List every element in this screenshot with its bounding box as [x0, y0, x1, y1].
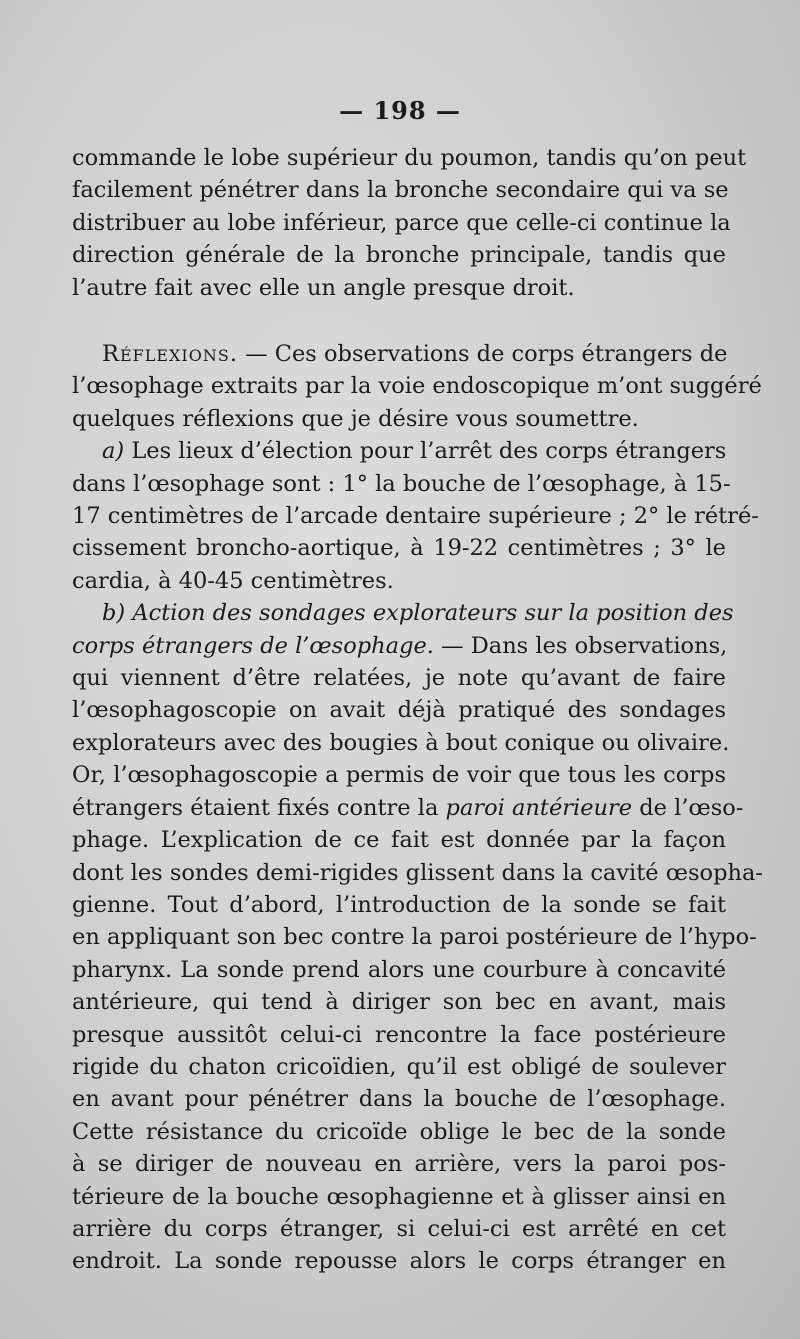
- text-line: facilement pénétrer dans la bronche secondaire qui va se: [72, 177, 729, 204]
- text-line: Or, l’œsophagoscopie a permis de voir que tous les corps: [72, 762, 726, 789]
- text-fragment: — Dans les observations,: [433, 632, 728, 659]
- text-line: cardia, à 40-45 centimètres.: [72, 567, 394, 594]
- text-line: en avant pour pénétrer dans la bouche de l’œsophage.: [72, 1086, 726, 1113]
- text-line: pharynx. La sonde prend alors une courbure à concavité: [72, 956, 726, 983]
- point-b-first-line: [72, 597, 734, 629]
- reflexions-first-line: [72, 338, 726, 370]
- point-b-title-cont: corps étrangers de l’œsophage.: [72, 632, 434, 659]
- text-line: antérieure, qui tend à diriger son bec en avant, mais: [72, 989, 726, 1016]
- text-line: phage. L’explication de ce fait est donnée par la façon: [72, 827, 726, 854]
- text-line: térieure de la bouche œsophagienne et à glisser ainsi en: [72, 1183, 726, 1210]
- emphasis-text: paroi antérieure: [445, 794, 633, 821]
- text-line: direction générale de la bronche principale, tandis que: [72, 242, 726, 269]
- text-line: l’autre fait avec elle un angle presque droit.: [72, 274, 575, 301]
- text-line: endroit. La sonde repousse alors le corps étranger en: [72, 1248, 726, 1275]
- text-line: cissement broncho-aortique, à 19-22 centimètres ; 3° le: [72, 535, 726, 562]
- text-line: Cette résistance du cricoïde oblige le bec de la sonde: [72, 1118, 726, 1145]
- text-line: 17 centimètres de l’arcade dentaire supérieure ; 2° le rétré-: [72, 503, 759, 530]
- paragraph-continuation: [72, 142, 747, 304]
- text-fragment: Les lieux d’élection pour l’arrêt des corps étrangers: [124, 438, 727, 465]
- text-line: qui viennent d’être relatées, je note qu’avant de faire: [72, 665, 726, 692]
- text-line: l’œsophagoscopie on avait déjà pratiqué des sondages: [72, 697, 726, 724]
- text-line: distribuer au lobe inférieur, parce que celle-ci continue la: [72, 209, 731, 236]
- point-b-second-line: [72, 630, 726, 662]
- emphasis-line: [72, 792, 744, 824]
- text-line: quelques réflexions que je désire vous soumettre.: [72, 405, 639, 432]
- text-line: explorateurs avec des bougies à bout conique ou olivaire.: [72, 729, 730, 756]
- point-a-first-line: [72, 435, 726, 467]
- text-line: commande le lobe supérieur du poumon, tandis qu’on peut: [72, 145, 747, 171]
- text-line: dans l’œsophage sont : 1° la bouche de l’œsophage, à 15-: [72, 470, 731, 497]
- text-line: en appliquant son bec contre la paroi postérieure de l’hypo-: [72, 924, 757, 951]
- text-line: dont les sondes demi-rigides glissent dans la cavité œsopha-: [72, 859, 764, 886]
- point-b-title: Action des sondages explorateurs sur la position des: [125, 600, 734, 627]
- text-line: arrière du corps étranger, si celui-ci est arrêté en cet: [72, 1215, 726, 1242]
- text-line: à se diriger de nouveau en arrière, vers la paroi pos-: [72, 1151, 726, 1178]
- text-line: gienne. Tout d’abord, l’introduction de la sonde se fait: [72, 891, 726, 918]
- text-fragment: étrangers étaient fixés contre la: [72, 794, 446, 821]
- main-text: [72, 338, 764, 1278]
- point-a-label: a): [102, 438, 125, 465]
- text-fragment: de l’œso-: [632, 794, 744, 821]
- point-b-label: b): [102, 600, 126, 627]
- page-number: — 198 —: [339, 96, 461, 125]
- text-line: presque aussitôt celui-ci rencontre la face postérieure: [72, 1021, 726, 1048]
- text-line: rigide du chaton cricoïdien, qu’il est obligé de soulever: [72, 1053, 726, 1080]
- text-fragment: — Ces observations de corps étrangers de: [237, 341, 728, 367]
- text-line: l’œsophage extraits par la voie endoscopique m’ont suggéré: [72, 373, 762, 400]
- reflexions-heading: Réflexions.: [102, 341, 238, 367]
